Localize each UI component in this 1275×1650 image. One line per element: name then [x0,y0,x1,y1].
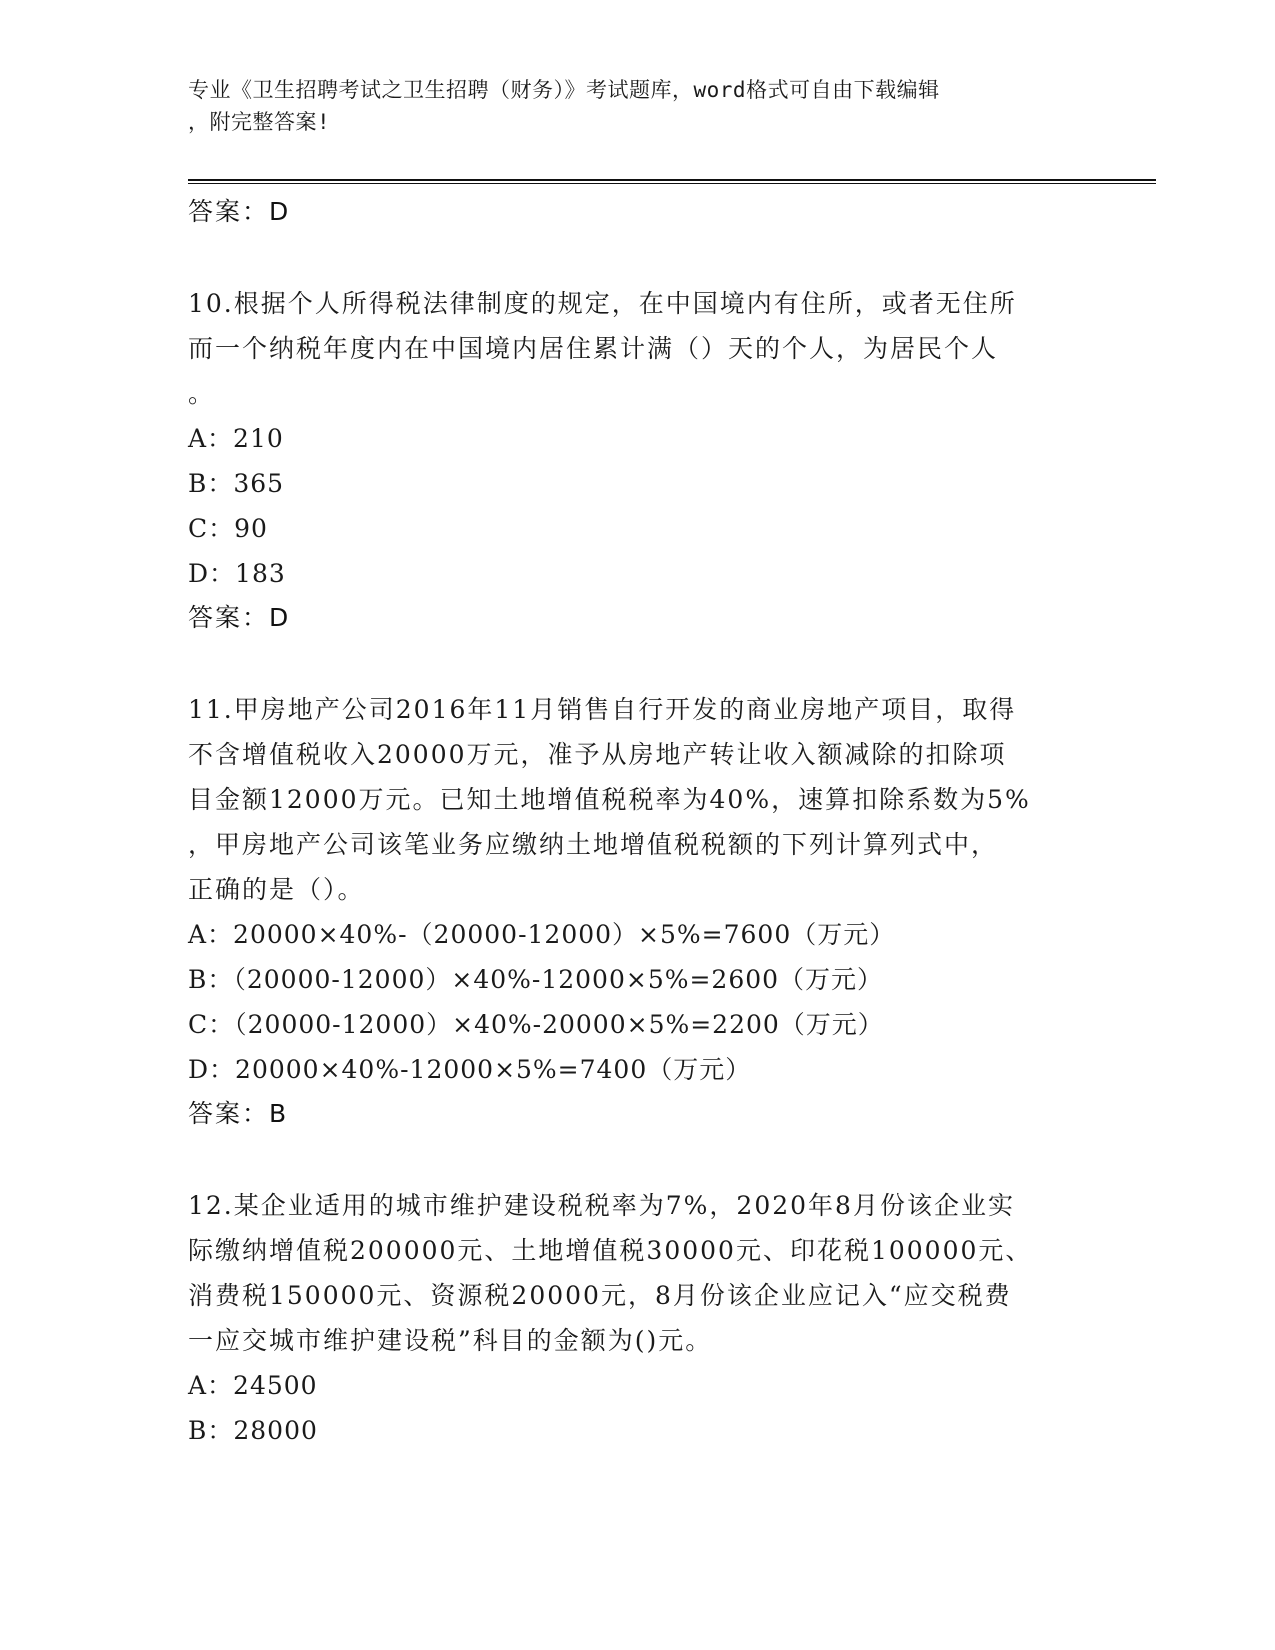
spacer [188,640,1078,687]
question-line: 目金额12000万元。已知土地增值税税率为40%，速算扣除系数为5% [188,785,1031,814]
option-a: A：20000×40%-（20000-12000）×5%=7600（万元） [188,920,896,949]
option-d: D：183 [188,559,286,588]
question-line: 不含增值税收入20000万元，准予从房地产转让收入额减除的扣除项 [188,740,1007,769]
option-b: B：365 [188,469,285,498]
spacer [188,234,1078,281]
option-c: C：（20000-12000）×40%-20000×5%=2200（万元） [188,1010,884,1039]
question-line: 正确的是（）。 [188,875,365,904]
page-header [188,74,1088,138]
question-11 [188,687,1078,1136]
question-line: 。 [188,379,216,408]
question-line: 际缴纳增值税200000元、土地增值税30000元、印花税100000元、 [188,1236,1033,1265]
question-line: ，甲房地产公司该笔业务应缴纳土地增值税税额的下列计算列式中， [188,830,999,859]
answer-line: 答案：D [188,603,291,632]
question-line: 10.根据个人所得税法律制度的规定，在中国境内有住所，或者无住所 [188,289,1017,318]
question-12 [188,1183,1078,1453]
spacer [188,1136,1078,1183]
option-a: A：210 [188,424,284,453]
question-line: 一应交城市维护建设税”科目的金额为()元。 [188,1326,713,1355]
question-line: 12.某企业适用的城市维护建设税税率为7%，2020年8月份该企业实 [188,1191,1015,1220]
question-line: 消费税150000元、资源税20000元，8月份该企业应记入“应交税费 [188,1281,1012,1310]
answer-line: 答案：D [188,197,291,226]
option-d: D：20000×40%-12000×5%=7400（万元） [188,1055,752,1084]
question-text [188,281,1078,416]
question-line: 而一个纳税年度内在中国境内居住累计满（）天的个人，为居民个人 [188,334,999,363]
header-divider [188,179,1156,181]
question-text [188,1183,1078,1363]
header-line-1: 专业《卫生招聘考试之卫生招聘（财务）》考试题库，word格式可自由下载编辑 [188,78,940,102]
question-text [188,687,1078,912]
question-line: 11.甲房地产公司2016年11月销售自行开发的商业房地产项目，取得 [188,695,1017,724]
header-divider-thin [188,183,1156,184]
header-line-2: ，附完整答案! [188,110,331,134]
option-a: A：24500 [188,1371,318,1400]
answer-line: 答案：B [188,1099,289,1128]
option-b: B：（20000-12000）×40%-12000×5%=2600（万元） [188,965,884,994]
question-list [188,190,1078,1453]
question-10 [188,281,1078,640]
option-c: C：90 [188,514,268,543]
option-b: B：28000 [188,1416,318,1445]
